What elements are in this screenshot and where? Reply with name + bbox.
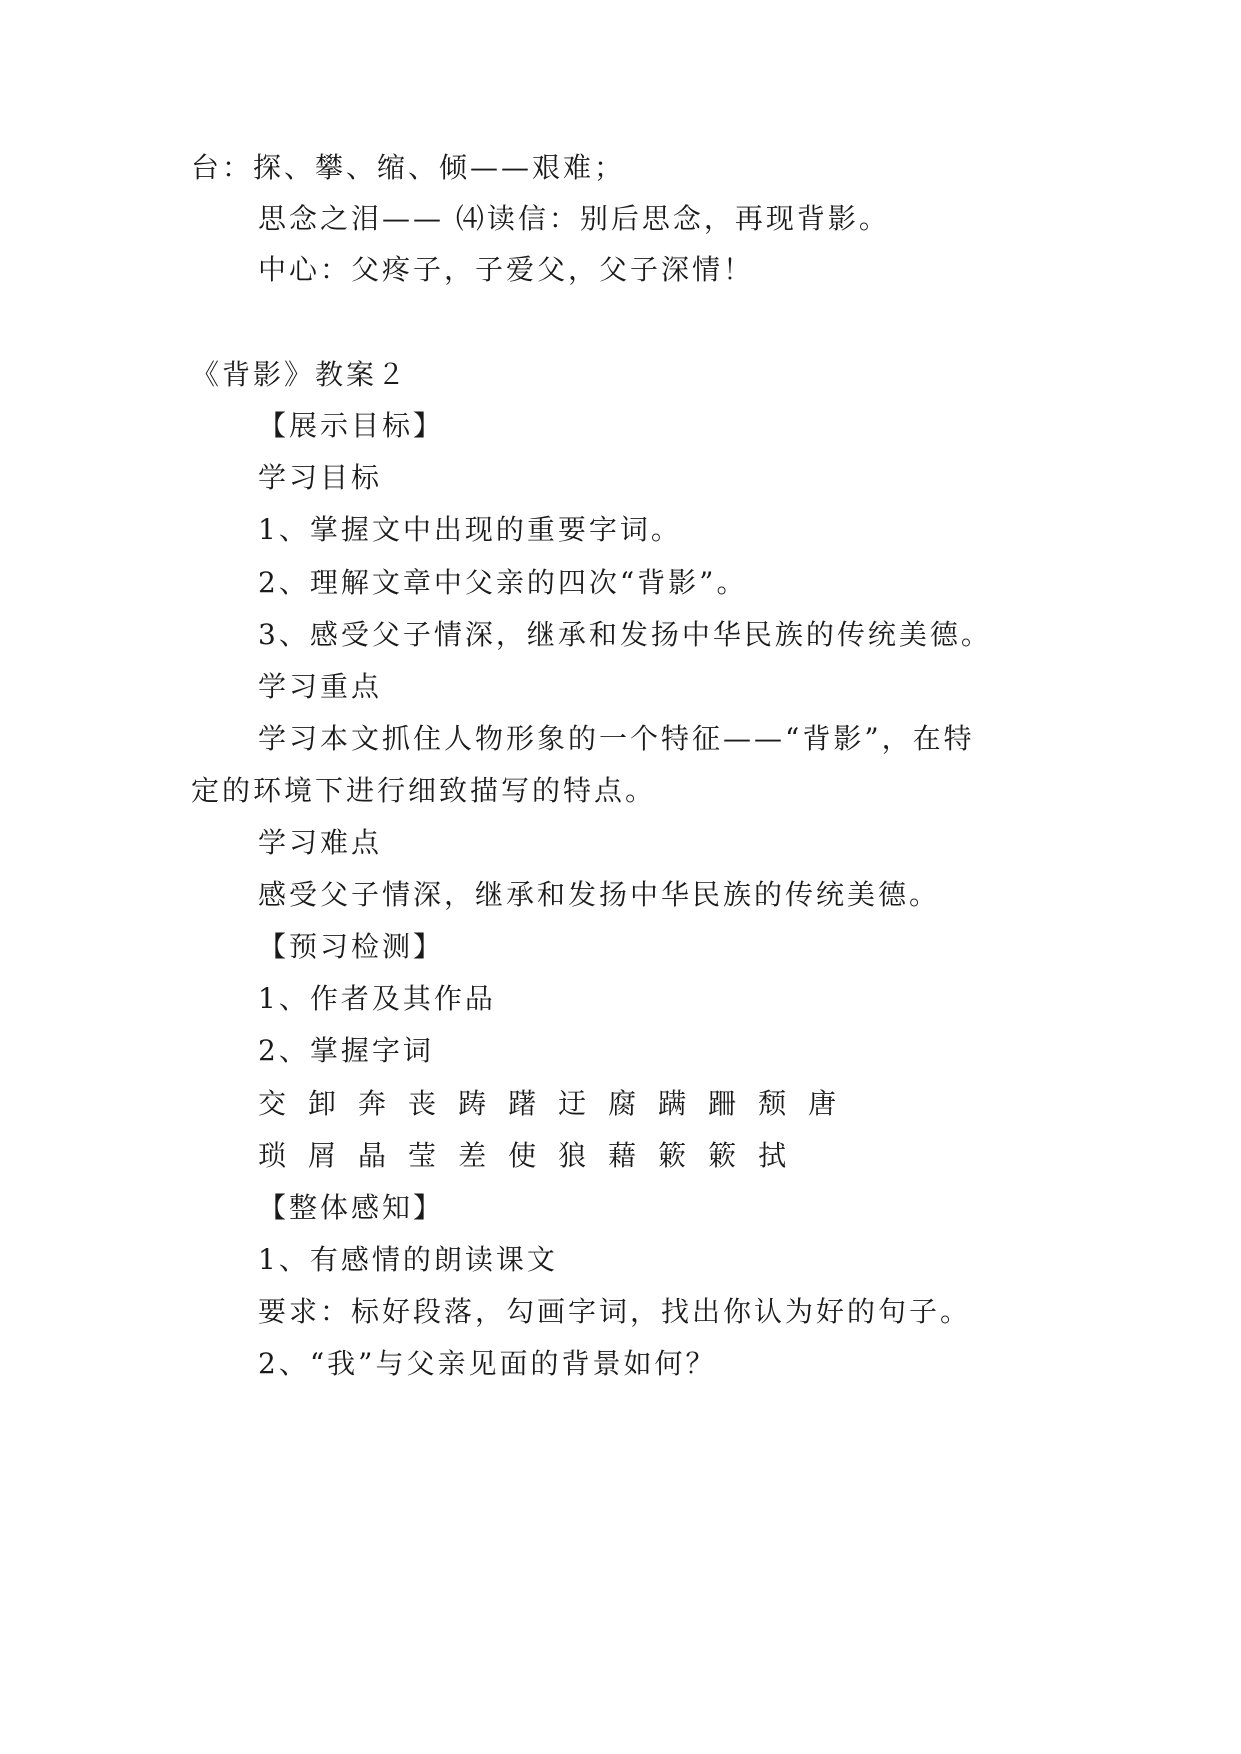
carryover-line-2: 思念之泪—— ⑷读信：别后思念，再现背影。 <box>258 202 890 235</box>
lesson-title: 《背影》教案２ <box>191 358 409 391</box>
focus-text-line-2: 定的环境下进行细致描写的特点。 <box>191 774 657 807</box>
vocab-char: 蹒 <box>658 1087 690 1120</box>
vocab-char: 跚 <box>708 1087 740 1120</box>
vocab-row-2 <box>258 1136 808 1176</box>
requirement-text: 要求：标好段落，勾画字词，找出你认为好的句子。 <box>258 1295 972 1328</box>
preview-heading: 【预习检测】 <box>258 930 445 963</box>
vocab-char: 交 <box>258 1087 290 1120</box>
vocab-char: 簌 <box>708 1139 740 1172</box>
vocab-char: 颓 <box>758 1087 790 1120</box>
preview-item-1: 1、作者及其作品 <box>258 982 496 1015</box>
vocab-char: 迂 <box>558 1087 590 1120</box>
show-goals-heading: 【展示目标】 <box>258 409 445 442</box>
vocab-char: 腐 <box>608 1087 640 1120</box>
overall-item-2: 2、“我”与父亲见面的背景如何？ <box>258 1347 717 1380</box>
vocab-char: 躇 <box>508 1087 540 1120</box>
carryover-line-3: 中心：父疼子，子爱父，父子深情！ <box>258 253 755 286</box>
vocab-char: 奔 <box>358 1087 390 1120</box>
vocab-char: 藉 <box>608 1139 640 1172</box>
goal-3: 3、感受父子情深，继承和发扬中华民族的传统美德。 <box>258 618 992 651</box>
vocab-char: 拭 <box>758 1139 790 1172</box>
vocab-char: 莹 <box>408 1139 440 1172</box>
focus-text-line-1: 学习本文抓住人物形象的一个特征——“背影”，在特 <box>258 722 975 755</box>
vocab-char: 使 <box>508 1139 540 1172</box>
vocab-char: 卸 <box>308 1087 340 1120</box>
vocab-char: 琐 <box>258 1139 290 1172</box>
goal-1: 1、掌握文中出现的重要字词。 <box>258 513 682 546</box>
goal-2: 2、理解文章中父亲的四次“背影”。 <box>258 566 748 599</box>
focus-heading: 学习重点 <box>258 670 383 703</box>
vocab-char: 屑 <box>308 1139 340 1172</box>
vocab-char: 晶 <box>358 1139 390 1172</box>
vocab-char: 差 <box>458 1139 490 1172</box>
carryover-line-1: 台：探、攀、缩、倾——艰难； <box>191 151 626 184</box>
difficulty-text: 感受父子情深，继承和发扬中华民族的传统美德。 <box>258 878 941 911</box>
vocab-row-1 <box>258 1084 858 1124</box>
difficulty-heading: 学习难点 <box>258 826 383 859</box>
vocab-char: 狼 <box>558 1139 590 1172</box>
vocab-char: 丧 <box>408 1087 440 1120</box>
overall-heading: 【整体感知】 <box>258 1191 445 1224</box>
vocab-char: 踌 <box>458 1087 490 1120</box>
goals-heading: 学习目标 <box>258 461 383 494</box>
vocab-char: 唐 <box>808 1087 840 1120</box>
preview-item-2: 2、掌握字词 <box>258 1034 434 1067</box>
vocab-char: 簌 <box>658 1139 690 1172</box>
overall-item-1: 1、有感情的朗读课文 <box>258 1243 558 1276</box>
